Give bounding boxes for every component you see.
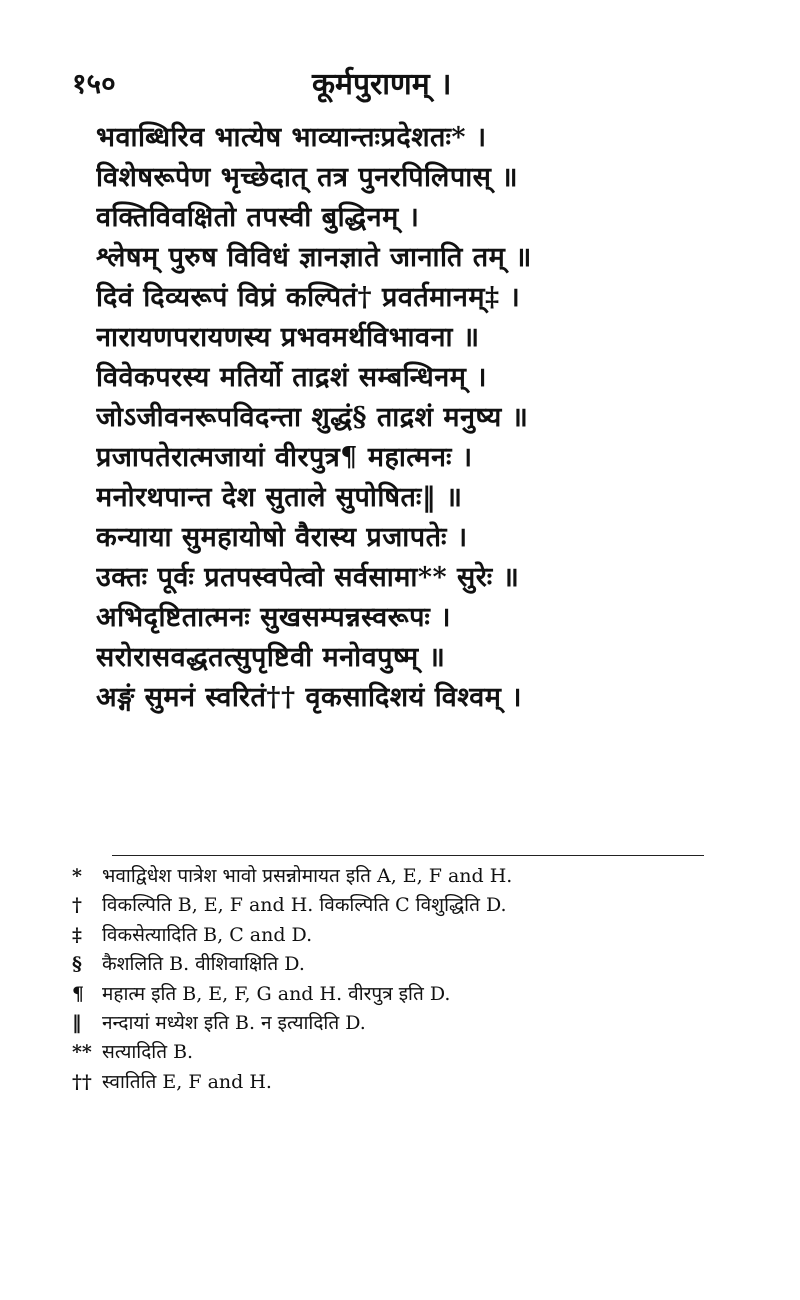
footnotes bbox=[72, 862, 772, 1097]
verse-line: भवाब्धिरिव भात्येष भाव्यान्तःप्रदेशतः* । bbox=[96, 122, 487, 153]
verse-line: नारायणपरायणस्य प्रभवमर्थविभावना ॥ bbox=[96, 322, 480, 353]
footnote-mark: * bbox=[72, 865, 82, 887]
footnote-text: भवाद्विधेश पात्रेश भावो प्रसन्नोमायत इति A, E, F and H. bbox=[102, 865, 513, 887]
footnote bbox=[72, 1009, 772, 1038]
footnote-mark: ** bbox=[72, 1041, 92, 1064]
verse-block bbox=[96, 118, 696, 718]
footnote-text: नन्दायां मध्येश इति B. न इत्यादिति D. bbox=[102, 1011, 366, 1034]
footnote bbox=[72, 891, 772, 920]
verse-line: वक्तिविवक्षितो तपस्वी बुद्धिनम् । bbox=[96, 202, 420, 233]
footnote-text: स्वातिति E, F and H. bbox=[102, 1070, 272, 1093]
verse-line: विशेषरूपेण भृच्छेदात् तत्र पुनरपिलिपास् ॥ bbox=[96, 162, 519, 193]
footnote bbox=[72, 921, 772, 950]
footnote bbox=[72, 1038, 772, 1067]
footnote bbox=[72, 862, 772, 891]
footnote-mark: ‖ bbox=[72, 1011, 82, 1034]
footnote-text: कैशलिति B. वीशिवाक्षिति D. bbox=[102, 953, 305, 976]
running-title: कूर्मपुराणम् । bbox=[312, 67, 452, 102]
footnote-mark: ¶ bbox=[72, 982, 85, 1005]
footnote-divider bbox=[112, 855, 704, 856]
footnote-mark: † bbox=[72, 894, 82, 917]
verse-line: मनोरथपान्त देश सुताले सुपोषितः‖ ॥ bbox=[96, 482, 463, 513]
verse-line: उक्तः पूर्वः प्रतपस्वपेत्वो सर्वसामा** सुरेः ॥ bbox=[96, 562, 520, 593]
footnote bbox=[72, 950, 772, 979]
page-header bbox=[72, 62, 772, 102]
footnote-text: सत्यादिति B. bbox=[102, 1041, 194, 1064]
verse-line: अभिदृष्टितात्मनः सुखसम्पन्नस्वरूपः । bbox=[96, 602, 452, 633]
footnote bbox=[72, 980, 772, 1009]
footnote-mark: ‡ bbox=[72, 923, 82, 946]
footnote-text: विकल्पिति B, E, F and H. विकल्पिति C विशुद्धिति D. bbox=[102, 894, 507, 917]
verse-line: कन्याया सुमहायोषो वैरास्य प्रजापतेः । bbox=[96, 522, 468, 553]
page-number: १५० bbox=[72, 67, 116, 100]
verse-line: प्रजापतेरात्मजायां वीरपुत्र¶ महात्मनः । bbox=[96, 442, 473, 473]
verse-line: अङ्गं सुमनं स्वरितं†† वृकसादिशयं विश्वम् । bbox=[96, 682, 522, 713]
footnote-text: महात्म इति B, E, F, G and H. वीरपुत्र इति D. bbox=[102, 982, 451, 1005]
footnote-mark: †† bbox=[72, 1070, 92, 1093]
footnote bbox=[72, 1068, 772, 1097]
verse-line: श्लेषम् पुरुष विविधं ज्ञानज्ञाते जानाति तम् ॥ bbox=[96, 242, 532, 273]
verse-line: सरोरासवद्धतत्सुपृष्टिवी मनोवपुष्म् ॥ bbox=[96, 642, 446, 673]
footnote-text: विकसेत्यादिति B, C and D. bbox=[102, 923, 313, 946]
footnote-mark: § bbox=[72, 953, 82, 976]
verse-line: दिवं दिव्यरूपं विप्रं कल्पितं† प्रवर्तमानम्‡ । bbox=[96, 282, 521, 313]
verse-line: जोऽजीवनरूपविदन्ता शुद्धं§ ताद्रशं मनुष्य ॥ bbox=[96, 402, 529, 433]
verse-line: विवेकपरस्य मतिर्यो ताद्रशं सम्बन्धिनम् । bbox=[96, 362, 488, 393]
